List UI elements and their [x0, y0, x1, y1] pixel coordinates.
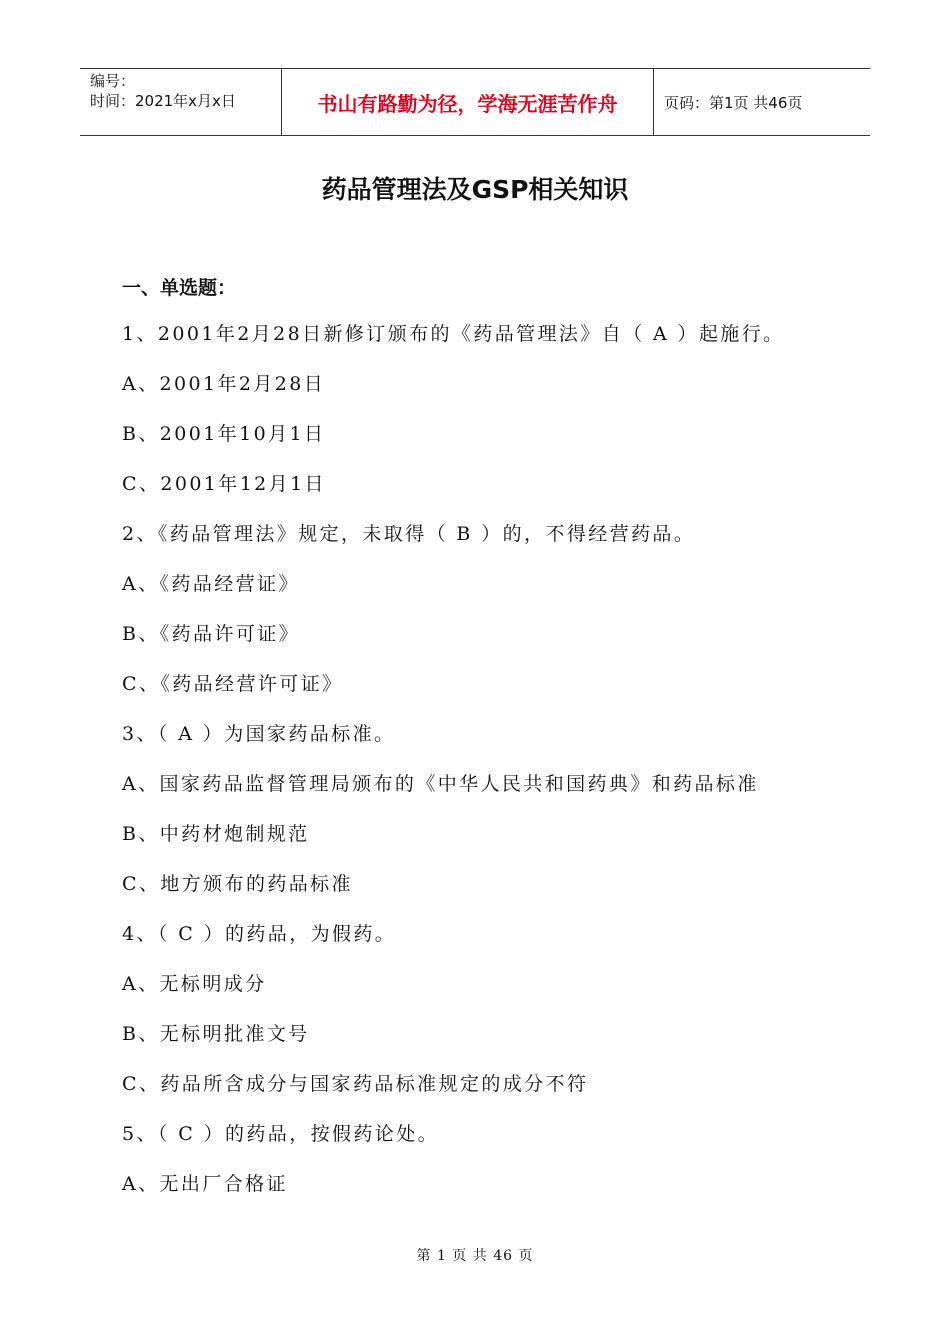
number-label: 编号：: [90, 72, 136, 90]
option-line: A、无出厂合格证: [122, 1173, 288, 1195]
question-line: 2、《药品管理法》规定，未取得（ B ）的，不得经营药品。: [122, 523, 696, 545]
option-line: B、中药材炮制规范: [122, 823, 310, 845]
option-line: B、2001年10月1日: [122, 423, 326, 445]
option-line: A、2001年2月28日: [122, 373, 326, 395]
question-line: 1、2001年2月28日新修订颁布的《药品管理法》自（ A ）起施行。: [122, 323, 785, 345]
option-line: A、国家药品监督管理局颁布的《中华人民共和国药典》和药品标准: [122, 773, 759, 795]
option-line: A、《药品经营证》: [122, 573, 300, 595]
page-header: [80, 68, 870, 136]
option-line: B、无标明批准文号: [122, 1023, 310, 1045]
header-page-info: 页码：第1页 共46页: [664, 93, 803, 112]
question-line: 4、（ C ）的药品，为假药。: [122, 923, 397, 945]
option-line: C、《药品经营许可证》: [122, 673, 344, 695]
question-line: 3、（ A ）为国家药品标准。: [122, 723, 396, 745]
section-heading: 一、单选题：: [122, 277, 237, 299]
question-list: [122, 317, 862, 1217]
page-footer: 第 1 页 共 46 页: [416, 1248, 534, 1264]
question-line: 5、（ C ）的药品，按假药论处。: [122, 1123, 440, 1145]
option-line: C、地方颁布的药品标准: [122, 873, 353, 895]
document-title: 药品管理法及GSP相关知识: [321, 175, 629, 204]
time-label: 时间：2021年x月x日: [90, 92, 236, 110]
header-motto: 书山有路勤为径，学海无涯苦作舟: [281, 69, 654, 135]
option-line: C、药品所含成分与国家药品标准规定的成分不符: [122, 1073, 589, 1095]
option-line: B、《药品许可证》: [122, 623, 301, 645]
option-line: C、2001年12月1日: [122, 473, 326, 495]
header-meta: [80, 69, 281, 135]
option-line: A、无标明成分: [122, 973, 267, 995]
